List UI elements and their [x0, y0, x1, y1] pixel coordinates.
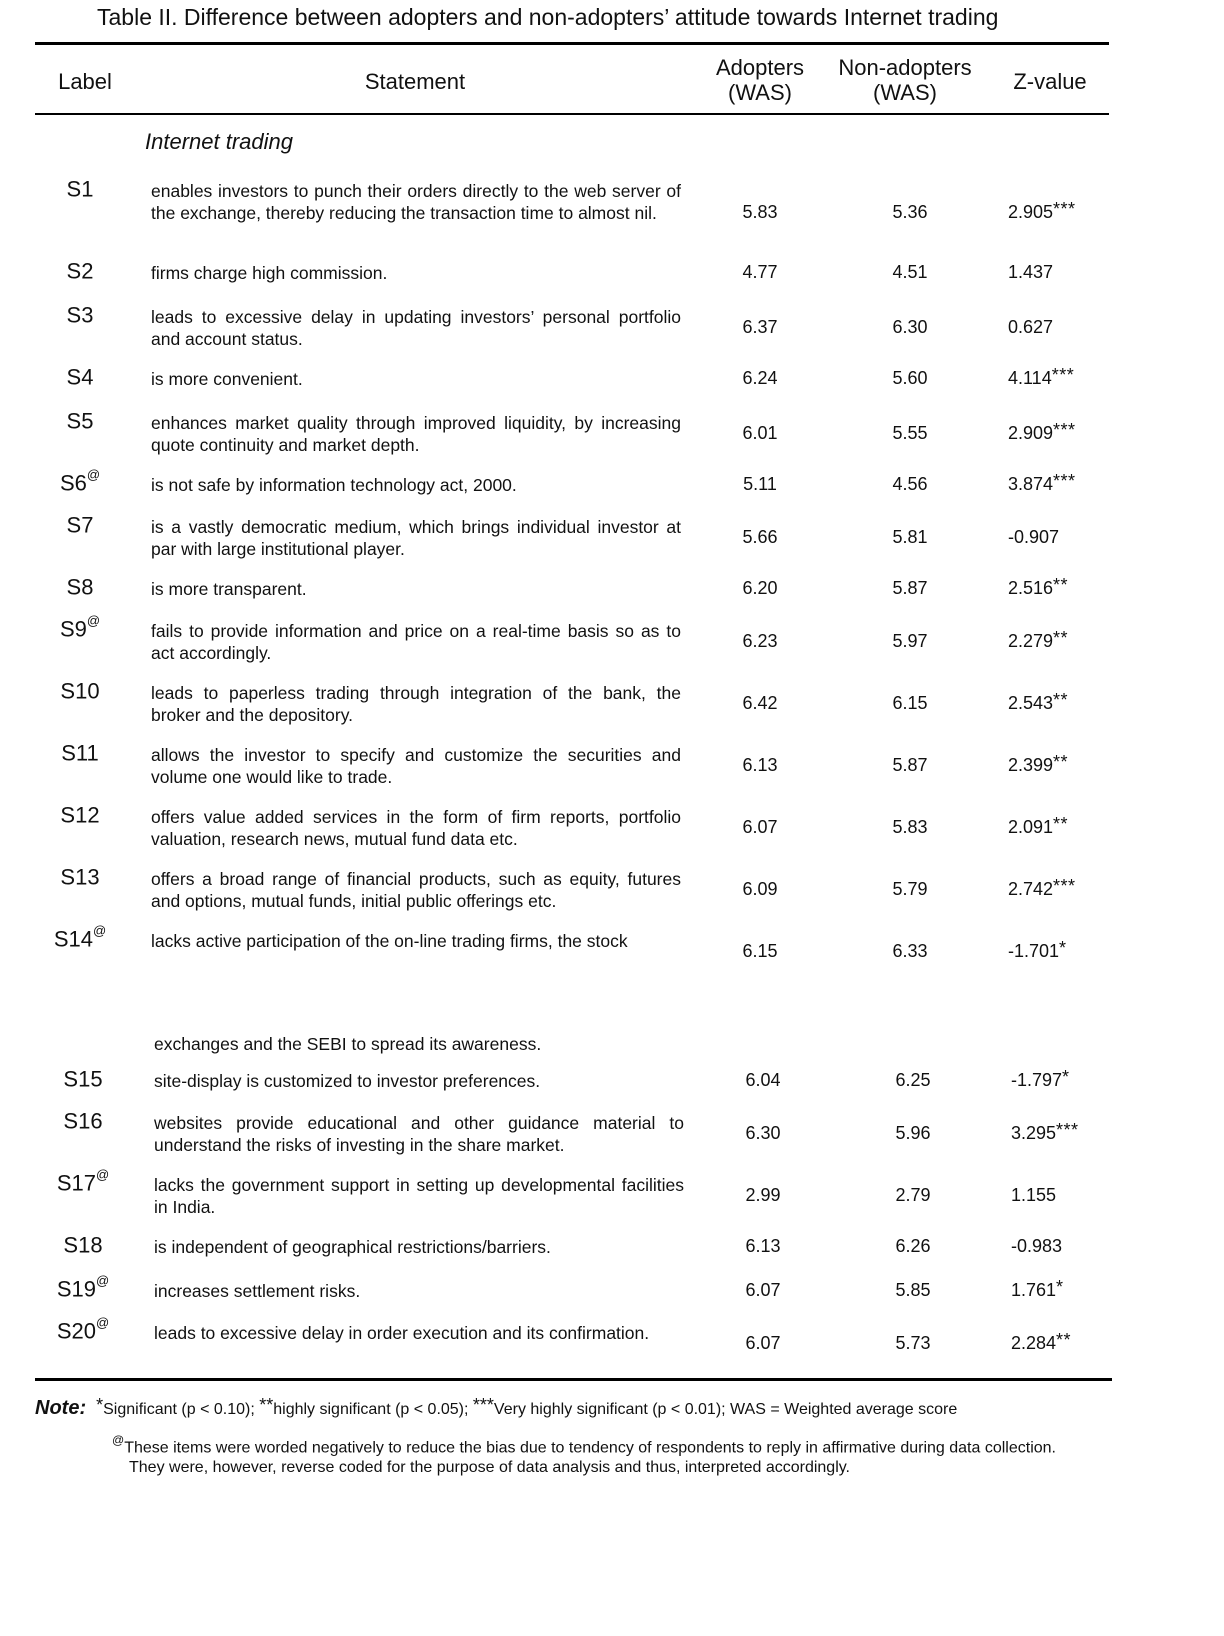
- row-z-value: [1011, 1330, 1072, 1354]
- row-label-text: S6: [59, 470, 87, 496]
- header-statement: Statement: [364, 69, 466, 94]
- note-star-2: **: [259, 1395, 274, 1415]
- row-z-value: [1008, 420, 1076, 444]
- header-z-value: Z-value: [1013, 69, 1087, 94]
- row-label-text: S2: [66, 258, 94, 284]
- row-z-number: 2.279: [1008, 631, 1054, 651]
- row-z-value: [1011, 1185, 1056, 1206]
- row-label-text: S5: [66, 408, 94, 434]
- row-adopters: 6.30: [745, 1123, 781, 1143]
- row-z-number: 1.437: [1008, 262, 1054, 282]
- row-significance: *: [1062, 1067, 1070, 1087]
- row-statement: leads to excessive delay in order execution and its confirmation.: [154, 1323, 650, 1343]
- row-nonadopters: 5.96: [895, 1123, 931, 1143]
- row-label-text: S7: [66, 512, 94, 538]
- note-heading: Note:: [35, 1397, 87, 1419]
- row-adopters: 6.23: [742, 631, 778, 651]
- row-z-number: 2.909: [1008, 423, 1054, 443]
- row-z-number: 3.874: [1008, 474, 1054, 494]
- row-nonadopters: 6.33: [892, 941, 928, 961]
- row-label: [40, 574, 120, 600]
- row-significance: ***: [1051, 365, 1075, 385]
- row-label-text: S8: [66, 574, 94, 600]
- row-statement: is a vastly democratic medium, which brings individual investor at par with large institutional player.: [151, 517, 681, 559]
- row-z-value: [1008, 938, 1067, 962]
- footnote-line-1: These items were worded negatively to reduce the bias due to tendency of respondents to reply in affirmative during data collection.: [124, 1439, 1056, 1457]
- row-label: [43, 1273, 123, 1302]
- row-label: [40, 802, 120, 828]
- row-adopters: 6.13: [742, 755, 778, 775]
- row-statement: leads to excessive delay in updating investors’ personal portfolio and account status.: [151, 307, 681, 349]
- row-nonadopters: 5.83: [892, 817, 928, 837]
- row-label: [43, 1167, 123, 1196]
- row-label: [40, 467, 120, 496]
- row-adopters: 6.07: [742, 817, 778, 837]
- row-significance: **: [1053, 814, 1069, 834]
- row-label-text: S16: [63, 1108, 103, 1134]
- row-z-number: 2.091: [1008, 817, 1054, 837]
- row-label-text: S11: [61, 740, 99, 766]
- row-statement: increases settlement risks.: [154, 1281, 361, 1301]
- row-z-number: 2.543: [1008, 693, 1054, 713]
- row-label-mark: @: [86, 467, 101, 482]
- row-statement: lacks the government support in setting up developmental facilities in India.: [154, 1175, 684, 1217]
- table-title: Table II. Difference between adopters and non-adopters’ attitude towards Internet trading: [97, 4, 999, 30]
- note-text-3: Very highly significant (p < 0.01); WAS = Weighted average score: [493, 1401, 958, 1418]
- row-significance: ***: [1053, 876, 1076, 896]
- row-nonadopters: 5.55: [892, 423, 928, 443]
- row-nonadopters: 5.79: [892, 879, 928, 899]
- row-z-value: [1008, 317, 1053, 338]
- row-nonadopters: 5.97: [892, 631, 928, 651]
- row-adopters: 5.66: [742, 527, 778, 547]
- row-z-number: -0.983: [1011, 1236, 1063, 1256]
- footnote-mark: @: [112, 1433, 125, 1447]
- row-z-number: 1.761: [1011, 1280, 1057, 1300]
- row-z-value: [1008, 262, 1053, 283]
- row-adopters: 6.04: [745, 1070, 781, 1090]
- row-nonadopters: 5.73: [895, 1333, 931, 1353]
- row-z-number: 2.516: [1008, 578, 1054, 598]
- row-z-number: 3.295: [1011, 1123, 1057, 1143]
- row-label: [40, 740, 120, 766]
- row-z-number: 2.399: [1008, 755, 1054, 775]
- header-adopters: [695, 55, 825, 105]
- row-adopters: 6.24: [742, 368, 778, 388]
- row-z-value: [1011, 1236, 1062, 1257]
- row-nonadopters: 6.25: [895, 1070, 931, 1090]
- row-z-value: [1008, 199, 1076, 223]
- row-nonadopters: 5.87: [892, 755, 928, 775]
- row-statement: site-display is customized to investor preferences.: [154, 1071, 541, 1091]
- statement-continuation: exchanges and the SEBI to spread its awareness.: [154, 1034, 542, 1054]
- row-adopters: 6.13: [745, 1236, 781, 1256]
- row-z-number: -1.701: [1008, 941, 1060, 961]
- row-label-mark: @: [95, 1273, 110, 1288]
- row-label-text: S18: [63, 1232, 103, 1258]
- row-z-number: 2.742: [1008, 879, 1054, 899]
- row-nonadopters: 4.51: [892, 262, 928, 282]
- row-significance: **: [1056, 1330, 1072, 1350]
- header-adopters-line1: Adopters: [715, 55, 805, 80]
- row-z-number: 2.284: [1011, 1333, 1057, 1353]
- note-star-1: *: [96, 1395, 104, 1415]
- row-significance: ***: [1053, 420, 1076, 440]
- row-z-value: [1011, 1120, 1079, 1144]
- row-nonadopters: 5.87: [892, 578, 928, 598]
- row-significance: **: [1053, 628, 1069, 648]
- row-label-mark: @: [92, 923, 107, 938]
- row-z-value: [1008, 752, 1069, 776]
- row-label: [40, 512, 120, 538]
- row-z-value: [1008, 876, 1076, 900]
- row-z-value: [1008, 690, 1069, 714]
- row-nonadopters: 5.85: [895, 1280, 931, 1300]
- row-z-value: [1008, 575, 1069, 599]
- row-label-text: S13: [60, 864, 100, 890]
- row-label: [40, 258, 120, 284]
- row-z-value: [1008, 628, 1069, 652]
- row-z-value: [1011, 1277, 1064, 1301]
- row-z-value: [1011, 1067, 1070, 1091]
- row-label-text: S1: [66, 176, 94, 202]
- row-z-number: -0.907: [1008, 527, 1060, 547]
- row-statement: lacks active participation of the on-line trading firms, the stock: [151, 931, 628, 951]
- row-z-value: [1008, 527, 1059, 548]
- row-label-text: S10: [60, 678, 100, 704]
- row-label: [40, 302, 120, 328]
- row-label: [40, 864, 120, 890]
- note-text-2: highly significant (p < 0.05);: [273, 1401, 473, 1418]
- header-nonadopters-line1: Non-adopters: [838, 55, 972, 80]
- row-label-text: S14: [53, 926, 93, 952]
- row-z-value: [1008, 365, 1075, 389]
- row-significance: **: [1053, 690, 1069, 710]
- row-adopters: 6.42: [742, 693, 778, 713]
- row-adopters: 6.07: [745, 1280, 781, 1300]
- row-label: [43, 1232, 123, 1258]
- row-statement: leads to paperless trading through integration of the bank, the broker and the depository.: [151, 683, 681, 725]
- row-significance: **: [1053, 752, 1069, 772]
- row-nonadopters: 5.36: [892, 202, 928, 222]
- row-z-value: [1008, 471, 1076, 495]
- row-label-text: S20: [56, 1318, 96, 1344]
- row-z-number: 1.155: [1011, 1185, 1057, 1205]
- row-adopters: 5.11: [743, 474, 777, 494]
- row-statement: is more convenient.: [151, 369, 303, 389]
- bottom-rule: [35, 1378, 1112, 1381]
- footnote-line-2: They were, however, reverse coded for the purpose of data analysis and thus, interpreted accordingly.: [129, 1459, 850, 1477]
- row-nonadopters: 2.79: [895, 1185, 931, 1205]
- row-statement: firms charge high commission.: [151, 263, 388, 283]
- header-nonadopters-line2: (WAS): [873, 80, 937, 105]
- row-adopters: 5.83: [742, 202, 778, 222]
- row-significance: *: [1056, 1277, 1064, 1297]
- row-label: [40, 923, 120, 952]
- row-significance: *: [1059, 938, 1067, 958]
- row-statement: enables investors to punch their orders directly to the web server of the exchange, thereby reducing the transaction time to almost nil.: [151, 181, 681, 223]
- section-heading: Internet trading: [145, 129, 293, 154]
- footnote: [112, 1432, 1212, 1478]
- row-label-text: S15: [63, 1066, 103, 1092]
- row-z-number: 2.905: [1008, 202, 1054, 222]
- row-label-mark: @: [95, 1167, 110, 1182]
- row-label-mark: @: [95, 1315, 110, 1330]
- row-significance: **: [1053, 575, 1069, 595]
- header-nonadopters: [825, 55, 985, 105]
- table-note: [35, 1397, 957, 1420]
- row-adopters: 2.99: [745, 1185, 781, 1205]
- row-statement: allows the investor to specify and customize the securities and volume one would like to trade.: [151, 745, 681, 787]
- row-adopters: 4.77: [742, 262, 778, 282]
- row-adopters: 6.20: [742, 578, 778, 598]
- row-label-text: S4: [66, 364, 94, 390]
- row-label: [43, 1108, 123, 1134]
- row-adopters: 6.15: [742, 941, 778, 961]
- row-label-text: S9: [59, 616, 87, 642]
- header-adopters-line2: (WAS): [728, 80, 792, 105]
- row-adopters: 6.09: [742, 879, 778, 899]
- note-text-1: Significant (p < 0.10);: [103, 1401, 260, 1418]
- row-label-text: S12: [60, 802, 100, 828]
- row-nonadopters: 5.60: [892, 368, 928, 388]
- row-label-mark: @: [86, 613, 101, 628]
- row-label: [40, 408, 120, 434]
- row-statement: fails to provide information and price on a real-time basis so as to act accordingly.: [151, 621, 681, 663]
- row-nonadopters: 6.26: [895, 1236, 931, 1256]
- header-rule: [35, 113, 1109, 115]
- top-rule: [35, 42, 1109, 45]
- row-z-number: 0.627: [1008, 317, 1054, 337]
- row-label-text: S19: [56, 1276, 96, 1302]
- row-statement: websites provide educational and other guidance material to understand the risks of investing in the share market.: [154, 1113, 684, 1155]
- row-adopters: 6.07: [745, 1333, 781, 1353]
- row-label: [40, 364, 120, 390]
- row-z-number: 4.114: [1008, 368, 1052, 388]
- row-label-text: S17: [56, 1170, 96, 1196]
- row-z-number: -1.797: [1011, 1070, 1063, 1090]
- row-adopters: 6.01: [742, 423, 778, 443]
- row-significance: ***: [1053, 471, 1076, 491]
- row-z-value: [1008, 814, 1069, 838]
- row-nonadopters: 6.15: [892, 693, 928, 713]
- row-statement: is not safe by information technology act, 2000.: [151, 475, 517, 495]
- row-label: [43, 1315, 123, 1344]
- row-statement: offers value added services in the form of firm reports, portfolio valuation, research news, mutual fund data etc.: [151, 807, 681, 849]
- row-statement: is independent of geographical restrictions/barriers.: [154, 1237, 551, 1257]
- row-label: [40, 678, 120, 704]
- note-star-3: ***: [472, 1395, 494, 1415]
- row-label-text: S3: [66, 302, 94, 328]
- row-nonadopters: 5.81: [892, 527, 928, 547]
- row-significance: ***: [1053, 199, 1076, 219]
- header-label: Label: [58, 69, 112, 94]
- row-adopters: 6.37: [742, 317, 778, 337]
- row-label: [40, 176, 120, 202]
- row-nonadopters: 6.30: [892, 317, 928, 337]
- row-statement: enhances market quality through improved liquidity, by increasing quote continuity and market depth.: [151, 413, 681, 455]
- row-label: [40, 613, 120, 642]
- row-nonadopters: 4.56: [892, 474, 928, 494]
- row-statement: offers a broad range of financial products, such as equity, futures and options, mutual funds, initial public offerings etc.: [151, 869, 681, 911]
- row-label: [43, 1066, 123, 1092]
- row-statement: is more transparent.: [151, 579, 307, 599]
- row-significance: ***: [1056, 1120, 1079, 1140]
